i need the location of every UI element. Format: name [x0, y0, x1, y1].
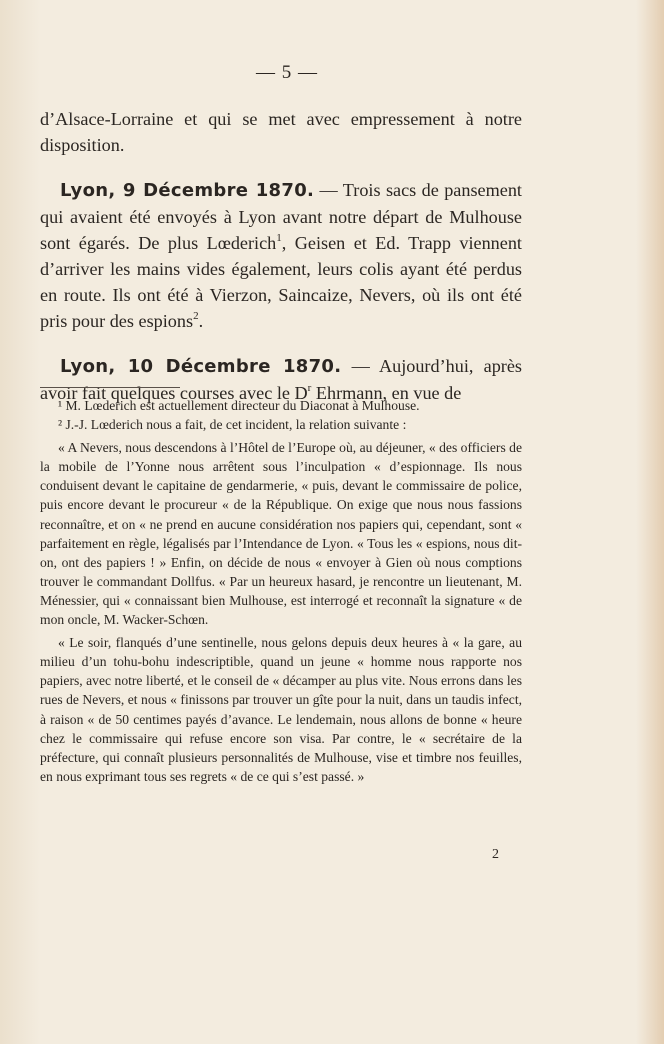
continuation-paragraph: d’Alsace-Lorraine et qui se met avec empressement à notre disposition.: [40, 109, 522, 155]
footnote-quote-1: « A Nevers, nous descendons à l’Hôtel de l’Europe où, au déjeuner, « des officiers de la mobile de l’Yonne nous arrêtent sous l’inculpation « d’espionnage. Ils nous conduisent devant le capitaine de gendarmerie, « puis, devant le commissaire de police, puis encore devant le procureur « de la République. On exige que nous nous fassions reconnaître, et on « ne prend en aucune considération nos papiers qui, cependant, sont « parfaitement en règle, légalisés par l’Intendance de Lyon. « Tous les « espions, nous dit-on, ont des papiers ! » Enfin, on décide de nous « envoyer à Gien où nous comptions trouver le commandant Dollfus. « Par un heureux hasard, je rencontre un lieutenant, M. Ménessier, qui « connaissant bien Mulhouse, est interrogé et reconnaît la signature « de mon oncle, M. Wacker-Schœn.: [40, 440, 522, 628]
title-superscript: r: [307, 382, 312, 394]
footnote-quote-2: « Le soir, flanqués d’une sentinelle, nous gelons depuis deux heures à « la gare, au milieu d’un tohu-bohu indescriptible, quand un jeune « homme nous rapporte nos papiers, avec notre liberté, et le conseil de « décamper au plus vite. Nous errons dans les rues de Nevers, et nous « finissons par trouver un gîte pour la nuit, dans un taudis infect, à raison « de 50 centimes payés d’avance. Le lendemain, nous allons de bonne « heure chez le commissaire qui refuse encore son visa. Par contre, le « secrétaire de la préfecture, qui connaît plusieurs personnalités de Mulhouse, vise et timbre nos feuilles, en nous exprimant tous ses regrets « de ce qui s’est passé. »: [40, 635, 522, 784]
entry-text: , Geisen et Ed. Trapp viennent d’arriver les mains vides également, leurs colis ayant été perdus en route. Ils ont été à Vierzon, Saincaize, Nevers, où ils ont été pris pour des espions: [40, 233, 522, 331]
footnote-2: ² J.-J. Lœderich nous a fait, de cet incident, la relation suivante :: [58, 417, 407, 433]
main-text: [40, 106, 522, 406]
diary-entry-9-december: [40, 177, 522, 334]
footnotes: [40, 396, 522, 786]
entry-date: Lyon, 9 Décembre 1870.: [60, 180, 315, 201]
footnote-ref[interactable]: 2: [193, 310, 199, 322]
signature-mark: 2: [492, 847, 499, 862]
entry-date: Lyon, 10 Décembre 1870.: [60, 356, 342, 377]
entry-text: .: [198, 311, 204, 331]
entry-text: — Trois sacs de pansement qui avaient été envoyés à Lyon avant notre départ de Mulhouse sont égarés. De plus Lœderich: [40, 180, 522, 253]
footnote-ref[interactable]: 1: [276, 232, 282, 244]
footnote-1: ¹ M. Lœderich est actuellement directeur du Diaconat à Mulhouse.: [58, 398, 420, 413]
page-number: — 5 —: [256, 62, 318, 83]
entry-text: Ehrmann, en vue de: [311, 383, 462, 403]
entry-text: — Aujourd’hui, après avoir fait quelques courses avec le D: [40, 356, 522, 403]
footnote-divider: [40, 387, 180, 388]
